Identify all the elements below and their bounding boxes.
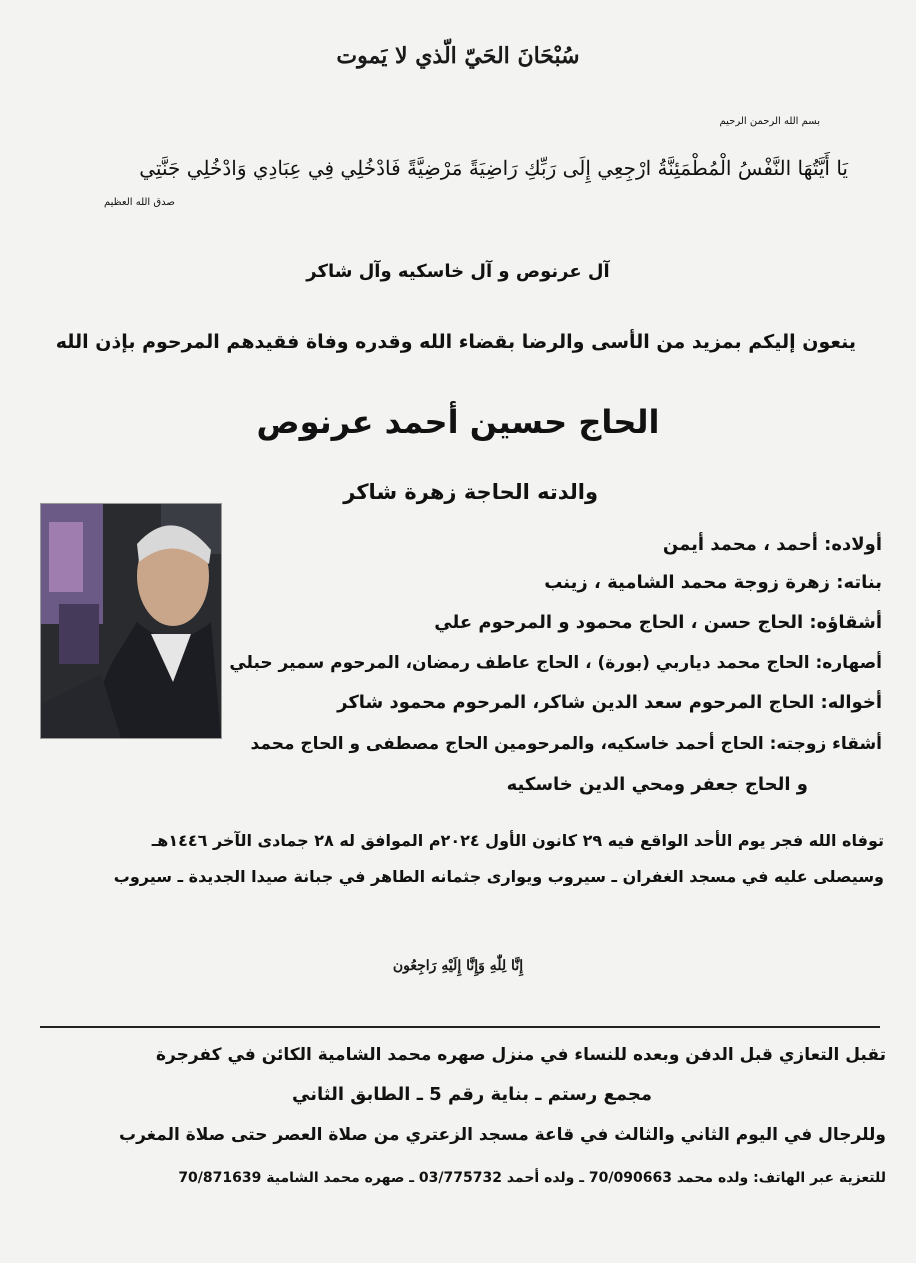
death-date-line: توفاه الله فجر يوم الأحد الواقع فيه ٢٩ كانون الأول ٢٠٢٤م الموافق له ٢٨ جمادى الآخر ١٤٤٦هـ <box>151 831 884 850</box>
closing-line <box>0 1207 916 1247</box>
deceased-name: الحاج حسين أحمد عرنوص <box>256 403 660 441</box>
condolence-men-line: وللرجال في اليوم الثاني والثالث في قاعة مسجد الزعتري من صلاة العصر حتى صلاة المغرب <box>118 1125 886 1145</box>
relatives-daughters: بناته: زهرة زوجة محمد الشامية ، زينب <box>544 572 882 593</box>
condolence-women-line: تقبل التعازي قبل الدفن وبعده للنساء في منزل صهره محمد الشامية الكائن في كفرجرة <box>155 1045 886 1065</box>
relatives-wife-siblings: أشقاء زوجته: الحاج أحمد خاسكيه، والمرحومين الحاج مصطفى و الحاج محمد <box>250 734 882 754</box>
deceased-photo <box>40 503 222 739</box>
relatives-uncles: أخواله: الحاج المرحوم سعد الدين شاكر، المرحوم محمود شاكر <box>337 692 882 713</box>
condolence-phones-line: للتعزية عبر الهاتف: ولده محمد 70/090663 ـ ولده أحمد 03/775732 ـ صهره محمد الشامية 70/871639 <box>178 1170 886 1186</box>
quran-verse: يَا أَيَّتُهَا النَّفْسُ الْمُطْمَئِنَّةُ ارْجِعِي إِلَى رَبِّكِ رَاضِيَةً مَرْضِيَّةً فَادْخُلِي فِي عِبَادِي وَادْخُلِي جَنَّتِي <box>139 156 848 180</box>
mother-line: والدته الحاجة زهرة شاكر <box>343 480 598 504</box>
header-calligraphy: سُبْحَانَ الحَيّ الّذي لا يَموت <box>336 43 580 69</box>
relatives-wife-siblings-cont: و الحاج جعفر ومحي الدين خاسكيه <box>506 774 808 795</box>
families-heading: آل عرنوص و آل خاسكيه وآل شاكر <box>306 261 610 282</box>
relatives-brothers: أشقاؤه: الحاج حسن ، الحاج محمود و المرحوم علي <box>434 612 882 633</box>
relatives-children: أولاده: أحمد ، محمد أيمن <box>662 534 882 555</box>
announcement-line: ينعون إليكم بمزيد من الأسى والرضا بقضاء الله وقدره وفاة فقيدهم المرحوم بإذن الله <box>55 331 856 353</box>
relatives-in-laws: أصهاره: الحاج محمد دياربي (بورة) ، الحاج عاطف رمضان، المرحوم سمير حبلي <box>229 653 882 673</box>
section-divider <box>40 1026 880 1028</box>
photo-portrait-icon <box>41 504 221 738</box>
inna-lillah-calligraphy: إِنَّا لِلّٰهِ وَإِنَّا إِلَيْهِ رَاجِعُون <box>392 958 524 974</box>
condolence-address-line: مجمع رستم ـ بناية رقم 5 ـ الطابق الثاني <box>292 1084 652 1105</box>
sadaqa-text: صدق الله العظيم <box>104 197 175 208</box>
prayer-burial-line: وسيصلى عليه في مسجد الغفران ـ سيروب ويوارى جثمانه الطاهر في جبانة صيدا الجديدة ـ سيروب <box>113 867 884 886</box>
basmala: بسم الله الرحمن الرحيم <box>719 116 820 127</box>
